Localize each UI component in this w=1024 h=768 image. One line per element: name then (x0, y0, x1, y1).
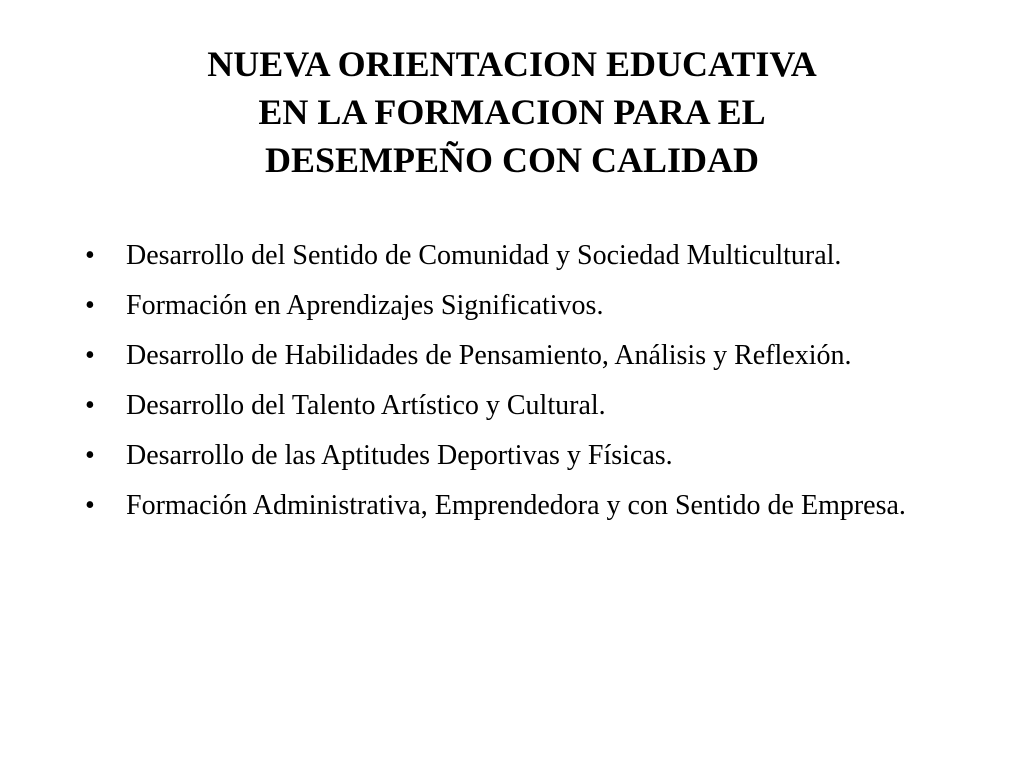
bullet-dot-icon: • (85, 390, 95, 421)
bullet-dot-icon: • (85, 440, 95, 471)
slide-title (80, 40, 944, 184)
bullet-item (85, 236, 937, 276)
bullet-item (85, 386, 937, 426)
bullet-list (85, 236, 937, 536)
bullet-text: Desarrollo de Habilidades de Pensamiento, Análisis y Reflexión. (126, 340, 852, 371)
title-line: DESEMPEÑO CON CALIDAD (264, 140, 760, 180)
bullet-dot-icon: • (85, 240, 95, 271)
bullet-item (85, 436, 937, 476)
bullet-text: Formación en Aprendizajes Significativos. (126, 290, 604, 321)
bullet-item (85, 336, 937, 376)
bullet-dot-icon: • (85, 290, 95, 321)
bullet-text: Desarrollo del Talento Artístico y Cultural. (126, 390, 606, 421)
bullet-dot-icon: • (85, 340, 95, 371)
bullet-item (85, 486, 937, 526)
bullet-text: Desarrollo del Sentido de Comunidad y Sociedad Multicultural. (126, 240, 842, 271)
bullet-item (85, 286, 937, 326)
bullet-text: Desarrollo de las Aptitudes Deportivas y Físicas. (126, 440, 673, 471)
bullet-dot-icon: • (85, 490, 95, 521)
title-line: NUEVA ORIENTACION EDUCATIVA (207, 44, 817, 84)
title-line: EN LA FORMACION PARA EL (258, 92, 766, 132)
bullet-text: Formación Administrativa, Emprendedora y con Sentido de Empresa. (126, 490, 906, 521)
